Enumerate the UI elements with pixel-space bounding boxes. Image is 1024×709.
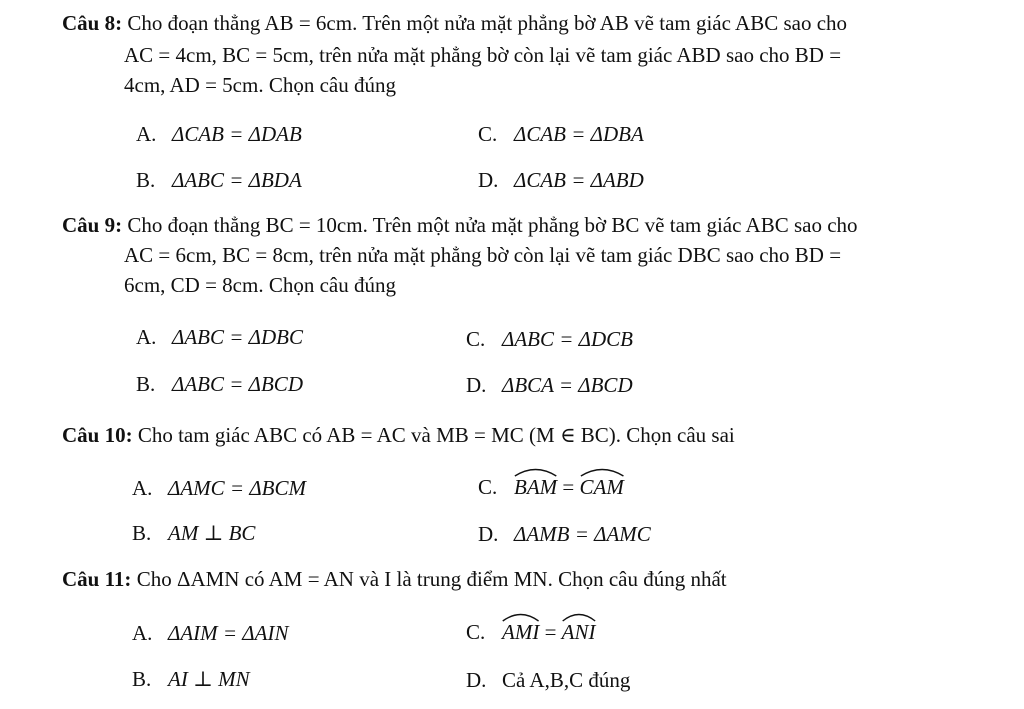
- question-11-option-a: [132, 620, 288, 646]
- option-text: ΔCAB = ΔDAB: [172, 122, 302, 146]
- option-letter: B.: [132, 521, 152, 545]
- equals-sign: =: [539, 620, 562, 644]
- angle-cam: [580, 474, 624, 500]
- option-text: ΔCAB = ΔABD: [514, 168, 644, 192]
- option-text: ΔCAB = ΔDBA: [514, 122, 644, 146]
- option-letter: A.: [136, 122, 157, 146]
- angle-right-text: ANI: [561, 620, 596, 644]
- option-letter: C.: [478, 122, 498, 146]
- question-11-label: Câu 11:: [62, 567, 132, 591]
- angle-ani: [562, 619, 596, 645]
- option-letter: B.: [136, 372, 156, 396]
- option-letter: A.: [136, 325, 157, 349]
- question-9-text-1: Cho đoạn thẳng BC = 10cm. Trên một nửa mặt phẳng bờ BC vẽ tam giác ABC sao cho: [127, 213, 858, 237]
- option-letter: D.: [466, 373, 487, 397]
- question-10-label: Câu 10:: [62, 423, 133, 447]
- question-11-line-1: [62, 566, 727, 592]
- option-text: ΔABC = ΔDCB: [502, 327, 633, 351]
- question-9-text-3: 6cm, CD = 8cm. Chọn câu đúng: [124, 273, 396, 297]
- angle-ami: [502, 619, 539, 645]
- question-8-option-b: [136, 167, 302, 193]
- option-letter: B.: [132, 667, 152, 691]
- question-10-option-c: [478, 474, 624, 500]
- option-text: ΔABC = ΔBCD: [172, 372, 303, 396]
- question-10-option-b: [132, 520, 255, 546]
- option-letter: D.: [466, 668, 487, 692]
- option-letter: A.: [132, 476, 153, 500]
- angle-right-text: CAM: [579, 475, 624, 499]
- question-9-label: Câu 9:: [62, 213, 123, 237]
- question-11-option-c: [466, 619, 596, 645]
- question-8-text-2: AC = 4cm, BC = 5cm, trên nửa mặt phẳng bờ còn lại vẽ tam giác ABD sao cho BD =: [124, 43, 842, 67]
- angle-arc-icon: [514, 467, 557, 477]
- angle-left-text: BAM: [514, 475, 558, 499]
- question-10-text-1: Cho tam giác ABC có AB = AC và MB = MC (M ∈ BC). Chọn câu sai: [137, 423, 735, 447]
- question-8-text-1: Cho đoạn thẳng AB = 6cm. Trên một nửa mặt phẳng bờ AB vẽ tam giác ABC sao cho: [127, 11, 848, 35]
- option-letter: D.: [478, 522, 499, 546]
- question-11-option-d: [466, 667, 630, 693]
- option-text: AI ⊥ MN: [168, 667, 250, 691]
- question-8-label: Câu 8:: [62, 11, 123, 35]
- question-11-option-b: [132, 666, 250, 692]
- option-letter: C.: [466, 620, 486, 644]
- angle-left-text: AMI: [502, 620, 540, 644]
- question-9-option-b: [136, 371, 303, 397]
- option-text: ΔAIM = ΔAIN: [168, 621, 289, 645]
- question-8-text-3: 4cm, AD = 5cm. Chọn câu đúng: [124, 73, 396, 97]
- option-letter: A.: [132, 621, 153, 645]
- angle-arc-icon: [562, 612, 596, 622]
- option-text: ΔAMC = ΔBCM: [168, 476, 306, 500]
- equals-sign: =: [557, 475, 580, 499]
- option-text: ΔBCA = ΔBCD: [502, 373, 633, 397]
- option-letter: D.: [478, 168, 499, 192]
- option-text: ΔABC = ΔBDA: [172, 168, 302, 192]
- question-8-line-1: [62, 10, 847, 36]
- question-9-option-d: [466, 372, 633, 398]
- question-8-option-c: [478, 121, 644, 147]
- option-letter: C.: [478, 475, 498, 499]
- option-letter: C.: [466, 327, 486, 351]
- option-text: ΔAMB = ΔAMC: [514, 522, 651, 546]
- option-text: AM ⊥ BC: [168, 521, 256, 545]
- option-letter: B.: [136, 168, 156, 192]
- question-10-line-1: [62, 422, 735, 448]
- question-8-option-a: [136, 121, 302, 147]
- option-text: Cả A,B,C đúng: [502, 668, 631, 692]
- question-9-text-2: AC = 6cm, BC = 8cm, trên nửa mặt phẳng bờ còn lại vẽ tam giác DBC sao cho BD =: [124, 243, 842, 267]
- option-text: ΔABC = ΔDBC: [172, 325, 303, 349]
- question-10-option-d: [478, 521, 651, 547]
- question-11-text-1: Cho ΔAMN có AM = AN và I là trung điểm MN. Chọn câu đúng nhất: [136, 567, 727, 591]
- question-8-option-d: [478, 167, 644, 193]
- angle-bam: [514, 474, 557, 500]
- question-9-option-c: [466, 326, 633, 352]
- angle-arc-icon: [580, 467, 624, 477]
- question-10-option-a: [132, 475, 306, 501]
- question-9-line-1: [62, 212, 858, 238]
- question-9-option-a: [136, 324, 303, 350]
- angle-arc-icon: [502, 612, 539, 622]
